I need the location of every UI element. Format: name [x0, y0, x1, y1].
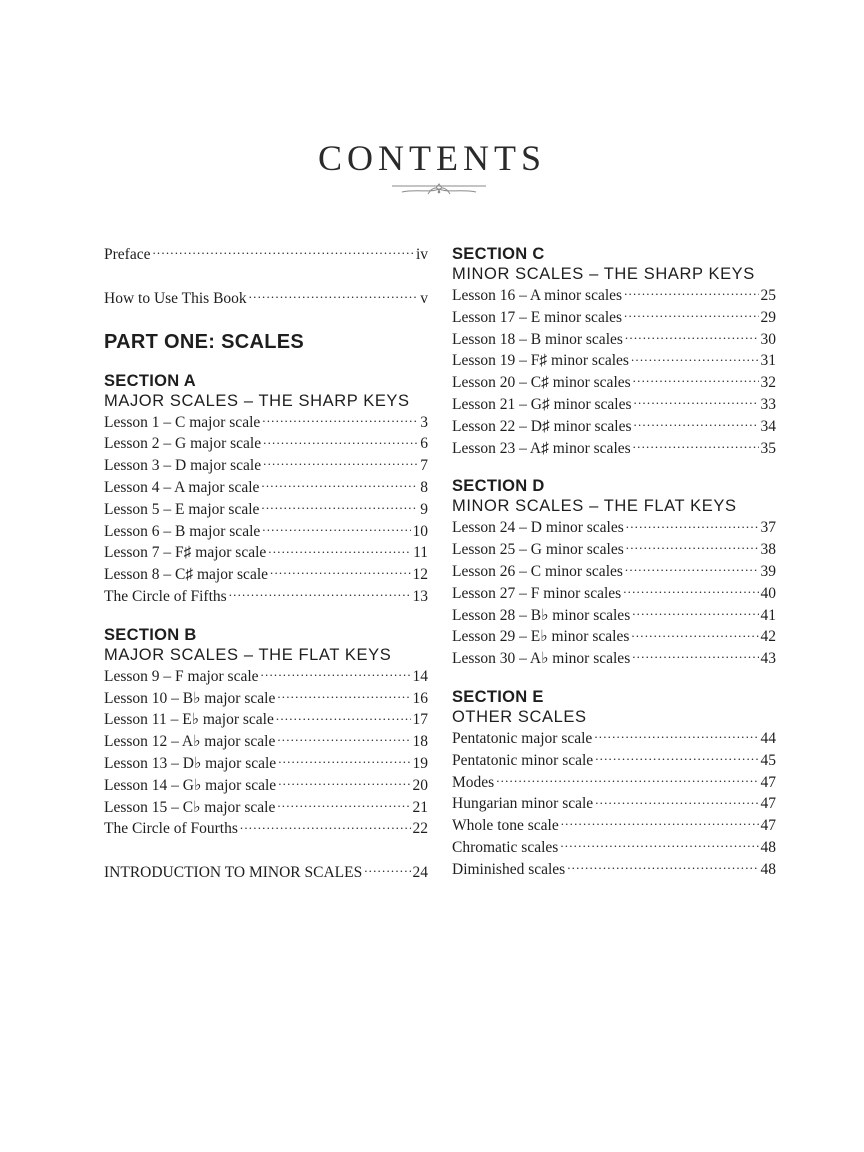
dot-leader [261, 667, 411, 681]
toc-page-number: 32 [760, 374, 776, 392]
dot-leader [594, 729, 758, 743]
section-b-list [104, 666, 428, 840]
dot-leader [276, 710, 411, 724]
section-d-list [452, 517, 776, 670]
toc-entry[interactable] [104, 818, 428, 840]
dot-leader [561, 816, 759, 830]
dot-leader [268, 543, 411, 557]
toc-page-number: 41 [760, 606, 776, 624]
dot-leader [632, 606, 758, 620]
section-e-list [452, 728, 776, 881]
dot-leader [262, 522, 410, 536]
toc-page-number: 14 [412, 667, 428, 685]
toc-entry[interactable] [452, 329, 776, 351]
toc-entry-label: Lesson 15 – C♭ major scale [104, 798, 276, 816]
dot-leader [626, 540, 759, 554]
dot-leader [624, 286, 758, 300]
toc-page-number: 13 [412, 587, 428, 605]
toc-page-number: 43 [760, 650, 776, 668]
dot-leader [277, 732, 410, 746]
toc-entry[interactable] [452, 859, 776, 881]
toc-entry-label: Lesson 11 – E♭ major scale [104, 711, 274, 729]
dot-leader [625, 330, 759, 344]
dot-leader [278, 776, 410, 790]
toc-entry-label: Lesson 10 – B♭ major scale [104, 689, 276, 707]
toc-page-number: 30 [760, 330, 776, 348]
toc-entry-label: Lesson 30 – A♭ minor scales [452, 650, 631, 668]
toc-page-number: v [420, 289, 428, 307]
toc-entry-label: Lesson 4 – A major scale [104, 478, 260, 496]
toc-entry-label: Diminished scales [452, 860, 566, 878]
toc-entry[interactable] [452, 626, 776, 648]
toc-entry-label: Lesson 2 – G major scale [104, 435, 262, 453]
toc-page-number: 8 [420, 478, 428, 496]
toc-page-number: 31 [760, 352, 776, 370]
toc-page-number: 33 [760, 395, 776, 413]
dot-leader [633, 373, 759, 387]
toc-right-column [452, 244, 776, 881]
toc-entry-label: Lesson 12 – A♭ major scale [104, 733, 276, 751]
toc-page-number: 25 [760, 287, 776, 304]
toc-entry-label: INTRODUCTION TO MINOR SCALES [104, 864, 363, 882]
flourish-divider-icon [392, 180, 486, 200]
toc-entry[interactable] [452, 605, 776, 627]
toc-page-number: 21 [412, 798, 428, 816]
dot-leader [152, 245, 413, 259]
toc-entry[interactable] [452, 728, 776, 750]
toc-entry[interactable] [452, 772, 776, 794]
toc-entry[interactable] [104, 797, 428, 819]
toc-entry[interactable] [104, 455, 428, 477]
dot-leader [625, 562, 759, 576]
dot-leader [634, 395, 759, 409]
toc-page-number: 37 [760, 519, 776, 537]
dot-leader [364, 863, 410, 877]
toc-entry-label: Lesson 5 – E major scale [104, 500, 260, 518]
toc-entry[interactable] [452, 394, 776, 416]
toc-entry-intro-minor[interactable] [104, 862, 428, 884]
toc-entry-label: Lesson 24 – D minor scales [452, 519, 624, 537]
toc-entry-label: Preface [104, 246, 151, 263]
toc-entry[interactable] [104, 753, 428, 775]
dot-leader [277, 798, 410, 812]
toc-entry[interactable] [452, 750, 776, 772]
toc-entry-how-to-use[interactable] [104, 288, 428, 310]
toc-page-number: 6 [420, 435, 428, 453]
dot-leader [634, 417, 759, 431]
toc-entry[interactable] [452, 561, 776, 583]
dot-leader [229, 587, 411, 601]
toc-entry[interactable] [452, 416, 776, 438]
toc-entry[interactable] [452, 372, 776, 394]
toc-entry-label: Lesson 18 – B minor scales [452, 330, 623, 348]
toc-entry[interactable] [452, 285, 776, 307]
dot-leader [270, 565, 410, 579]
toc-entry[interactable] [452, 648, 776, 670]
toc-entry-label: Lesson 14 – G♭ major scale [104, 776, 277, 794]
toc-entry-label: Lesson 1 – C major scale [104, 413, 261, 431]
dot-leader [496, 773, 758, 787]
toc-entry-label: Lesson 23 – A♯ minor scales [452, 439, 631, 457]
toc-entry-label: Pentatonic minor scale [452, 751, 594, 769]
section-c-list [452, 285, 776, 459]
toc-entry-label: Lesson 3 – D major scale [104, 457, 262, 475]
toc-entry-label: Lesson 27 – F minor scales [452, 584, 622, 602]
section-b-subheading: MAJOR SCALES – THE FLAT KEYS [104, 645, 392, 664]
toc-page-number: 40 [760, 584, 776, 602]
dot-leader [623, 584, 758, 598]
toc-entry[interactable] [104, 688, 428, 710]
toc-entry-label: Lesson 19 – F♯ minor scales [452, 352, 629, 370]
toc-entry-label: Chromatic scales [452, 838, 559, 856]
toc-entry[interactable] [104, 775, 428, 797]
toc-entry-label: Lesson 29 – E♭ minor scales [452, 628, 630, 646]
toc-page-number: 47 [760, 795, 776, 813]
toc-left-column [104, 244, 428, 884]
dot-leader [624, 308, 758, 322]
section-c-heading: SECTION C [452, 245, 545, 263]
toc-page-number: 18 [412, 733, 428, 751]
toc-entry-label: Pentatonic major scale [452, 729, 593, 747]
toc-entry[interactable] [452, 517, 776, 539]
toc-entry[interactable] [104, 477, 428, 499]
dot-leader [263, 456, 418, 470]
toc-page-number: 10 [412, 522, 428, 540]
toc-page-number: 38 [760, 541, 776, 559]
toc-page-number: 9 [420, 500, 428, 518]
section-a-list [104, 412, 428, 608]
toc-entry-label: Whole tone scale [452, 817, 559, 835]
toc-entry[interactable] [104, 412, 428, 434]
page-title: CONTENTS [318, 138, 546, 178]
dot-leader [263, 434, 418, 448]
toc-page-number: 48 [760, 860, 776, 878]
toc-entry[interactable] [452, 350, 776, 372]
section-e-heading: SECTION E [452, 687, 544, 706]
toc-entry-label: Lesson 21 – G♯ minor scales [452, 395, 632, 413]
toc-entry-label: Lesson 8 – C♯ major scale [104, 566, 269, 584]
dot-leader [249, 289, 419, 303]
toc-entry[interactable] [104, 521, 428, 543]
toc-entry[interactable] [452, 793, 776, 815]
toc-page-number: 47 [760, 773, 776, 791]
toc-page-number: 12 [412, 566, 428, 584]
toc-entry-label: Lesson 16 – A minor scales [452, 287, 623, 304]
dot-leader [631, 351, 759, 365]
toc-entry[interactable] [104, 433, 428, 455]
dot-leader [567, 860, 758, 874]
toc-page-number: 16 [412, 689, 428, 707]
toc-page-number: 44 [760, 729, 776, 747]
toc-entry-label: Lesson 22 – D♯ minor scales [452, 417, 632, 435]
part-one-heading: PART ONE: SCALES [104, 330, 304, 353]
toc-page-number: 24 [412, 864, 428, 882]
toc-entry-preface[interactable] [104, 244, 428, 266]
dot-leader [631, 627, 758, 641]
toc-page-number: 42 [760, 628, 776, 646]
dot-leader [560, 838, 758, 852]
dot-leader [595, 751, 758, 765]
toc-page-number: 34 [760, 417, 776, 435]
toc-entry-label: The Circle of Fifths [104, 587, 227, 605]
toc-page-number: 35 [760, 439, 776, 457]
dot-leader [261, 478, 418, 492]
toc-entry-label: Lesson 17 – E minor scales [452, 308, 623, 326]
dot-leader [262, 413, 418, 427]
toc-page-number: 20 [412, 776, 428, 794]
toc-entry-label: Lesson 7 – F♯ major scale [104, 544, 267, 562]
section-e-subheading: OTHER SCALES [452, 707, 587, 726]
dot-leader [261, 500, 418, 514]
toc-page-number: 29 [760, 308, 776, 326]
toc-page-number: iv [415, 246, 428, 263]
dot-leader [595, 794, 758, 808]
toc-entry[interactable] [104, 542, 428, 564]
toc-entry[interactable] [452, 583, 776, 605]
toc-entry-label: How to Use This Book [104, 289, 247, 307]
toc-entry-label: Lesson 20 – C♯ minor scales [452, 374, 631, 392]
section-d-subheading: MINOR SCALES – THE FLAT KEYS [452, 497, 737, 516]
dot-leader [240, 819, 411, 833]
toc-page-number: 45 [760, 751, 776, 769]
dot-leader [277, 689, 410, 703]
toc-page-number: 48 [760, 838, 776, 856]
toc-entry-label: Lesson 9 – F major scale [104, 667, 259, 685]
toc-entry[interactable] [452, 837, 776, 859]
toc-page-number: 19 [412, 754, 428, 772]
section-b-heading: SECTION B [104, 625, 197, 644]
toc-page-number: 22 [412, 820, 428, 838]
toc-entry[interactable] [452, 307, 776, 329]
toc-entry-label: Lesson 28 – B♭ minor scales [452, 606, 631, 624]
toc-entry-label: Lesson 6 – B major scale [104, 522, 261, 540]
toc-entry[interactable] [104, 731, 428, 753]
toc-entry[interactable] [452, 438, 776, 460]
toc-entry[interactable] [452, 815, 776, 837]
dot-leader [632, 649, 758, 663]
toc-entry[interactable] [104, 564, 428, 586]
toc-page-number: 17 [412, 711, 428, 729]
toc-entry-label: Modes [452, 773, 495, 791]
toc-entry[interactable] [104, 709, 428, 731]
toc-entry-label: Lesson 26 – C minor scales [452, 562, 623, 580]
dot-leader [278, 754, 410, 768]
toc-entry-label: The Circle of Fourths [104, 820, 238, 838]
toc-page-number: 11 [413, 544, 428, 562]
toc-entry[interactable] [104, 586, 428, 608]
toc-entry[interactable] [452, 539, 776, 561]
toc-entry-label: Lesson 13 – D♭ major scale [104, 754, 277, 772]
section-a-subheading: MAJOR SCALES – THE SHARP KEYS [104, 391, 410, 410]
section-a-heading: SECTION A [104, 371, 196, 390]
dot-leader [626, 518, 759, 532]
dot-leader [633, 439, 759, 453]
section-c-subheading: MINOR SCALES – THE SHARP KEYS [452, 265, 755, 283]
toc-page-number: 3 [420, 413, 428, 431]
toc-page-number: 39 [760, 562, 776, 580]
toc-entry-label: Hungarian minor scale [452, 795, 594, 813]
toc-page-number: 7 [420, 457, 428, 475]
toc-entry[interactable] [104, 666, 428, 688]
toc-entry-label: Lesson 25 – G minor scales [452, 541, 624, 559]
toc-entry[interactable] [104, 499, 428, 521]
section-d-heading: SECTION D [452, 477, 545, 496]
toc-page-number: 47 [760, 817, 776, 835]
